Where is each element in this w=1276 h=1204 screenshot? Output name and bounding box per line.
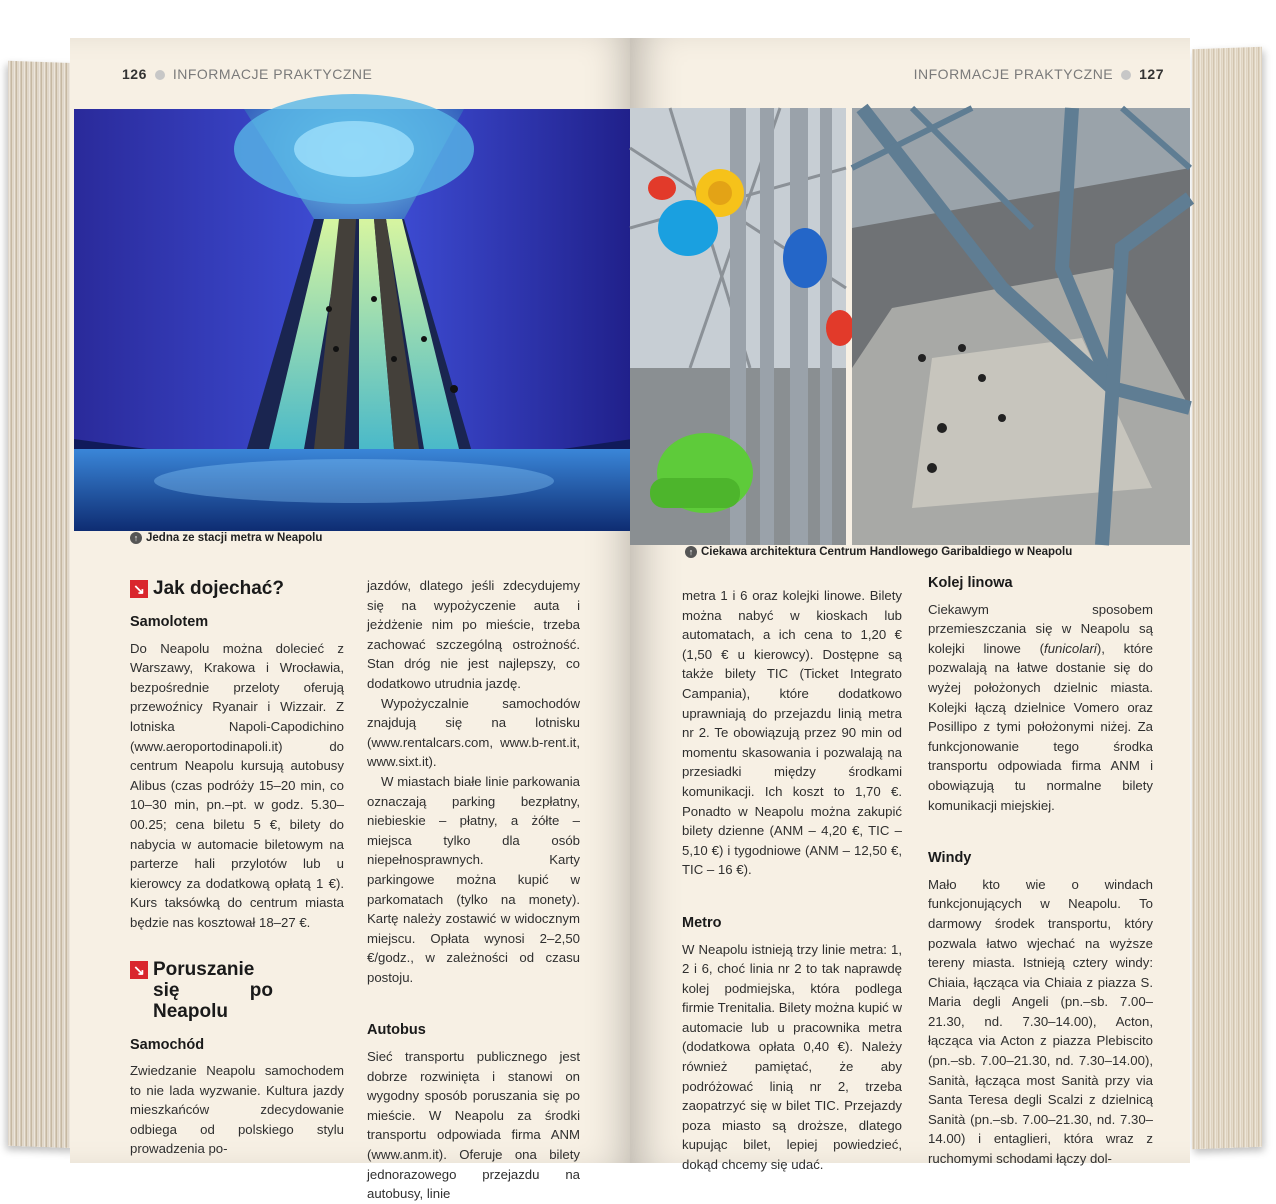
right-column-1 <box>682 586 902 1175</box>
left-column-1 <box>130 578 344 1159</box>
paragraph-metro: W Neapolu istnieją trzy linie metra: 1, 2 i 6, choć linia nr 2 to tak naprawdę kolej podmiejska, która podlega firmie Trenitalia. Bilety można kupić w automacie lub u pracownika metra (dodatkowa opłata 0,40 €). Należy również pamiętać, że aby podróżować linią nr 2, trzeba zaopatrzyć się w bilet TIC. Przejazdy poza miasto są droższe, dlatego kupując bilet, lepiej powiedzieć, dokąd chcemy się udać. <box>682 941 902 1173</box>
right-page <box>630 38 1190 1173</box>
paragraph-samochod: Zwiedzanie Neapolu samochodem to nie lada wyzwanie. Kultura jazdy mieszkańców zdecydowanie odbiega od polskiego stylu prowadzenia po- <box>130 1063 344 1157</box>
arrow-up-icon: ↑ <box>685 546 697 558</box>
right-column-2 <box>928 574 1153 1169</box>
red-arrow-icon: ↘ <box>130 961 148 979</box>
paragraph-jazdow: jazdów, dlatego jeśli zdecydujemy się na wypożyczenie auta i jeżdżenie nim po mieście, trzeba zachować szczególną ostrożność. Stan dróg nie jest najlepszy, co dodatkowo utrudnia jazdę. <box>367 578 580 691</box>
paragraph-wypozyczalnie: Wypożyczalnie samochodów znajdują się na lotnisku (www.rentalcars.com, www.b-rent.it, www.sixt.it). <box>367 695 580 770</box>
page-number: 126 <box>122 66 147 82</box>
left-photo-caption <box>130 532 322 544</box>
paragraph-windy: Mało kto wie o windach funkcjonujących w Neapolu. To darmowy środek transportu, który pozwala łatwo wjechać na wyższe tereny miasta. Istnieją cztery windy: Chiaia, łącząca via Chiaia z piazza S. Maria degli Angeli (pn.–sb. 7.00–21.30, nd. 7.30–14.00), Acton, łącząca via Acton z piazza Plebiscito (pn.–sb. 7.00–21.30, nd. 7.30–14.00), Sanità, łącząca most Sanità przy via Santa Teresa degli Scalzi z dzielnicą Sanità (pn.–sb. 7.00–21.30, nd. 7.30–14.00) i entaglieri, która wraz z ruchomymi schodami łączy dol- <box>928 876 1153 1167</box>
snail-sculpture-photo <box>630 108 846 545</box>
page-number: 127 <box>1139 66 1164 82</box>
paragraph-bilety: metra 1 i 6 oraz kolejki linowe. Bilety można nabyć w kioskach lub automatach, a ich cena to 1,20 € (1,50 € u kierowcy). Dostępne są także bilety TIC (Ticket Integrato Campania), które dodatkowo uprawniają do przejazdu linią metra nr 2. Te obowiązują przez 90 min od momentu skasowania i pozwalają na przesiadki między środkami komunikacji. Ich koszt to 1,70 €. Ponadto w Neapolu można zakupić bilety dzienne (ANM – 4,20 €, TIC – 5,10 €) i tygodniowe (ANM – 12,50 €, TIC – 16 €). <box>682 588 902 878</box>
caption-text: Ciekawa architektura Centrum Handlowego Garibaldiego w Neapolu <box>701 546 1073 558</box>
section-header: INFORMACJE PRAKTYCZNE <box>172 66 373 82</box>
paragraph-kolej-linowa: Ciekawym sposobem przemieszczania się w Neapolu są kolejki linowe (funicolari), które pozwalają na łatwe dostanie się do wyżej położonych dzielnic miasta. Kolejki łączą dzielnice Vomero oraz Posillipo z tymi położonymi niżej. Za funkcjonowanie tego środka transportu odpowiada firma ANM i obowiązują tu normalne bilety komunikacji miejskiej. <box>928 601 1153 813</box>
heading-autobus: Autobus <box>367 1022 426 1039</box>
left-page <box>70 38 636 1202</box>
heading-samochod: Samochód <box>130 1036 205 1053</box>
right-page-header <box>914 66 1164 82</box>
left-page-header <box>122 66 372 82</box>
arrow-up-icon: ↑ <box>130 532 142 544</box>
heading-windy: Windy <box>928 850 972 867</box>
metro-station-photo <box>74 109 632 531</box>
bullet-dot-icon <box>155 70 165 80</box>
paragraph-parkowanie: W miastach białe linie parkowania oznaczają parking bezpłatny, niebieskie – płatny, a żółte – miejsca tylko dla osób niepełnosprawnych. Karty parkingowe można kupić w parkomatach (tylko na monety). Kartę należy zostawić w widocznym miejscu. Opłata wynosi 2–2,50 €/godz., w zależności od czasu postoju. <box>367 773 580 985</box>
right-photo-caption <box>685 546 1072 558</box>
caption-text: Jedna ze stacji metra w Neapolu <box>146 532 323 544</box>
paragraph-autobus: Sieć transportu publicznego jest dobrze rozwinięta i stanowi on wygodny sposób poruszania się po mieście. W Neapolu za środki transportu odpowiada firma ANM (www.anm.it). Oferuje ona bilety jednorazowego przejazdu na autobusy, linie <box>367 1049 580 1202</box>
page-edges-left <box>8 61 78 1148</box>
heading-metro: Metro <box>682 914 722 931</box>
red-arrow-icon: ↘ <box>130 580 148 598</box>
bullet-dot-icon <box>1121 70 1131 80</box>
paragraph-samolotem: Do Neapolu można dolecieć z Warszawy, Krakowa i Wrocławia, bezpośrednie przeloty oferują przewoźnicy Ryanair i Wizzair. Z lotniska Napoli-Capodichino (www.aeroportodinapoli.it) do centrum Neapolu kursują autobusy Alibus (czas podróży 15–20 min, co 10–30 min, pn.–pt. w godz. 5.30–00.25; cena biletu 5 €, bilety do nabycia w automacie biletowym na parterze hali przylotów lub u kierowcy za dodatkową opłatą 1 €). Kurs taksówką do centrum miasta będzie nas kosztował 18–27 €. <box>130 640 344 930</box>
heading-samolotem: Samolotem <box>130 614 209 630</box>
heading-kolej-linowa: Kolej linowa <box>928 575 1013 591</box>
heading-poruszanie: ↘ Poruszanie się po Neapolu <box>130 959 344 1022</box>
section-header: INFORMACJE PRAKTYCZNE <box>913 66 1114 82</box>
page-edges-right <box>1192 47 1262 1149</box>
heading-jak-dojechac: ↘ Jak dojechać? <box>130 578 344 599</box>
left-column-2 <box>367 576 580 1204</box>
shopping-center-photo <box>852 108 1190 545</box>
